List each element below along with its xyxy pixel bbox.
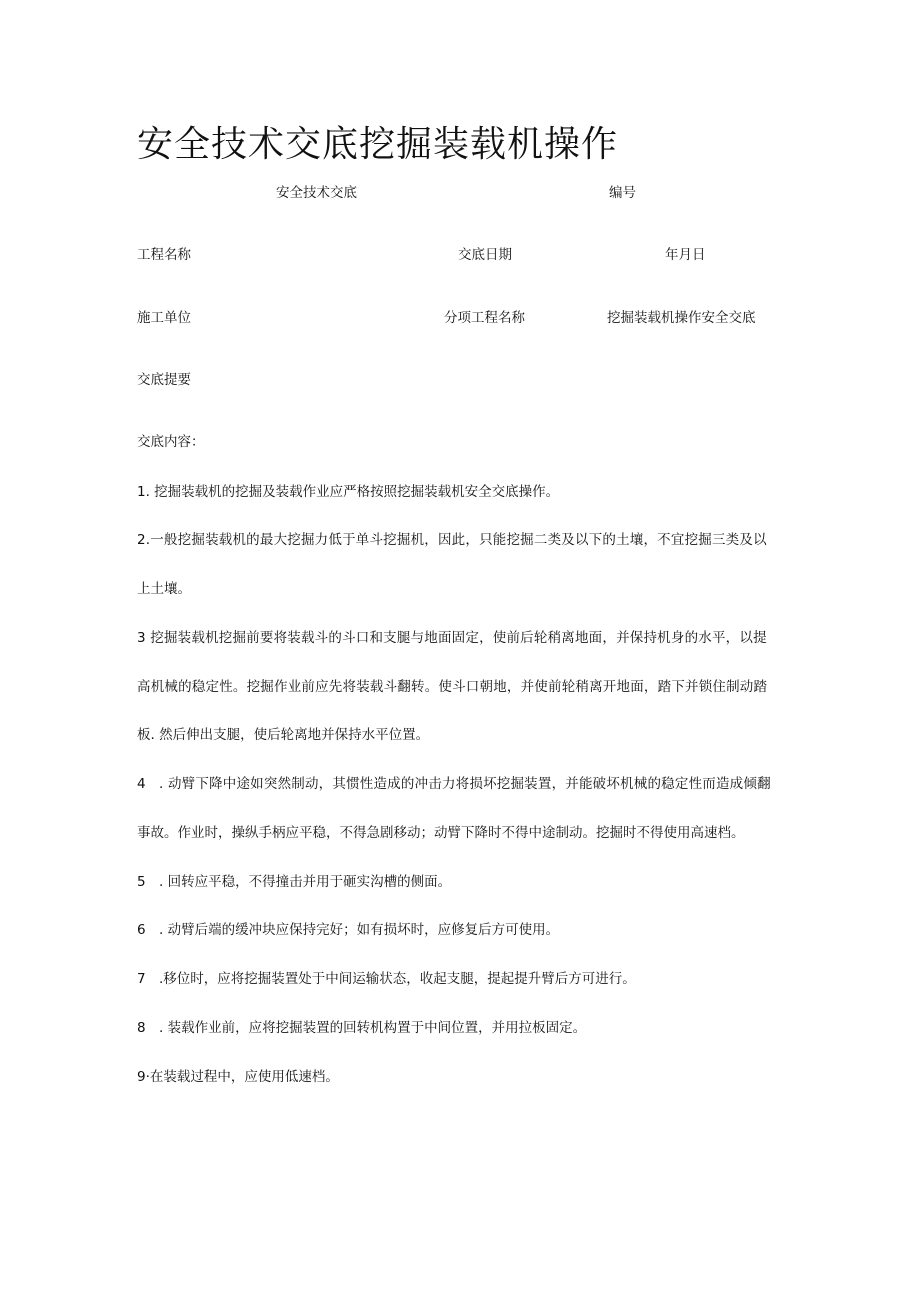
project-name-label: 工程名称 <box>137 247 191 263</box>
item-text: . 动臂下降中途如突然制动，其惯性造成的冲击力将损坏挖掘装置，并能破坏机械的稳定性而造成倾翻 <box>159 776 771 792</box>
list-item <box>137 921 559 939</box>
list-item: 1. 挖掘装载机的挖掘及装载作业应严格按照挖掘装载机安全交底操作。 <box>137 484 560 500</box>
number-label: 编号 <box>609 185 636 201</box>
document-title: 安全技术交底挖掘装载机操作 <box>137 124 619 165</box>
item-text: . 装载作业前，应将挖掘装置的回转机构置于中间位置，并用拉板固定。 <box>159 1020 587 1036</box>
item-number: 6 <box>137 922 146 938</box>
list-item <box>137 1019 586 1037</box>
list-item-continuation: 上土壤。 <box>137 581 191 597</box>
form-title: 安全技术交底 <box>276 185 357 201</box>
item-text: . 回转应平稳，不得撞击并用于砸实沟槽的侧面。 <box>159 874 452 890</box>
list-item-continuation: 高机械的稳定性。挖掘作业前应先将装载斗翻转。使斗口朝地，并使前轮稍离开地面，踏下并锁住制动踏 <box>137 679 768 695</box>
date-label: 交底日期 <box>458 247 512 263</box>
summary-label: 交底提要 <box>137 372 191 388</box>
sub-project-value: 挖掘装载机操作安全交底 <box>607 310 756 326</box>
list-item-continuation: 板. 然后伸出支腿，使后轮离地并保持水平位置。 <box>137 727 430 743</box>
list-item <box>137 970 636 988</box>
list-item: 3 挖掘装载机挖掘前要将装载斗的斗口和支腿与地面固定，使前后轮稍离地面，并保持机身的水平，以提 <box>137 630 767 646</box>
list-item <box>137 775 771 793</box>
list-item: 9·在装载过程中，应使用低速档。 <box>137 1069 339 1085</box>
item-number: 7 <box>137 971 146 987</box>
item-number: 4 <box>137 776 146 792</box>
construction-unit-label: 施工单位 <box>137 310 191 326</box>
item-text: . 动臂后端的缓冲块应保持完好；如有损坏时，应修复后方可使用。 <box>159 922 560 938</box>
item-number: 5 <box>137 874 146 890</box>
list-item-continuation: 事故。作业时，操纵手柄应平稳，不得急剧移动；动臂下降时不得中途制动。挖掘时不得使用高速档。 <box>137 825 745 841</box>
sub-project-label: 分项工程名称 <box>444 310 525 326</box>
content-label: 交底内容： <box>137 434 205 450</box>
list-item: 2.一般挖掘装载机的最大挖掘力低于单斗挖掘机，因此，只能挖掘二类及以下的土壤，不宜挖掘三类及以 <box>137 532 767 548</box>
date-value: 年月日 <box>665 247 706 263</box>
item-number: 8 <box>137 1020 146 1036</box>
item-text: .移位时，应将挖掘装置处于中间运输状态，收起支腿，提起提升臂后方可进行。 <box>159 971 636 987</box>
list-item <box>137 873 451 891</box>
